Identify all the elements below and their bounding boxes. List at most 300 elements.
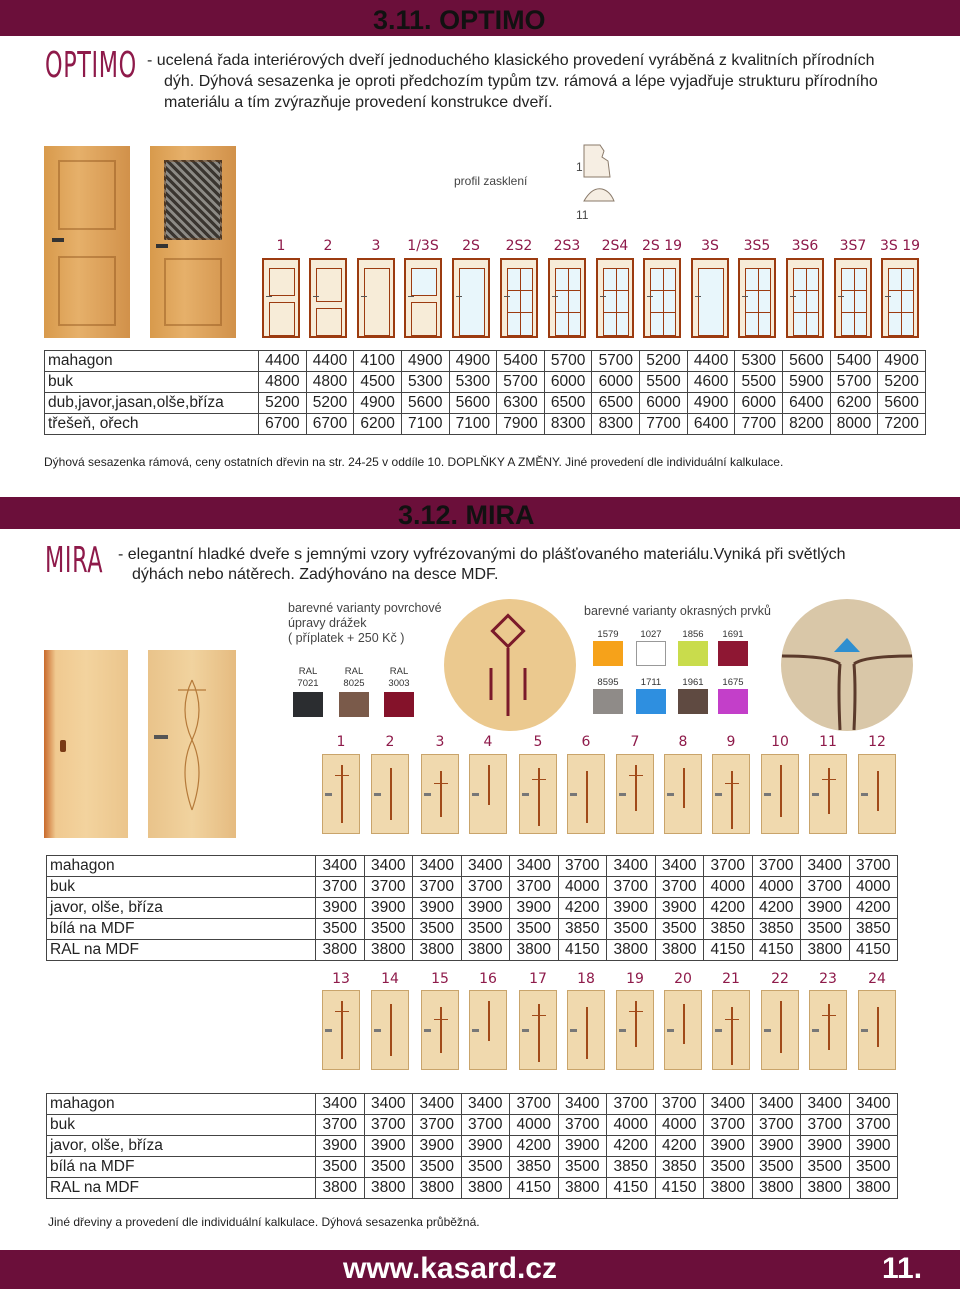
- door-groove: [341, 1001, 343, 1059]
- mira-door-icon: [371, 990, 409, 1070]
- price-cell: 6000: [592, 372, 640, 393]
- price-cell: 6700: [306, 414, 354, 435]
- price-cell: 7200: [878, 414, 926, 435]
- price-cell: 3900: [461, 898, 510, 919]
- optimo-model-label: 3S: [701, 238, 719, 254]
- mira-model-label: 18: [577, 971, 595, 987]
- door-handle-icon: [812, 793, 819, 796]
- ornament-code: 1961: [682, 677, 704, 688]
- mira-model-label: 1: [336, 734, 346, 750]
- mira-model-label: 11: [819, 734, 837, 750]
- mira-model-label: 23: [819, 971, 837, 987]
- price-cell: 3500: [704, 1157, 753, 1178]
- mira-description: [118, 545, 918, 585]
- door-handle-icon: [424, 1029, 431, 1032]
- door-groove: [731, 1007, 733, 1065]
- price-cell: 3400: [461, 856, 510, 877]
- price-cell: 4000: [655, 1115, 704, 1136]
- door-handle-icon: [715, 793, 722, 796]
- mira-logo: MIRA: [45, 540, 104, 581]
- price-cell: 8300: [544, 414, 592, 435]
- price-cell: 3900: [364, 1136, 413, 1157]
- optimo-model-label: 2S2: [505, 238, 533, 254]
- door-groove: [586, 771, 588, 823]
- price-cell: 3500: [801, 1157, 850, 1178]
- door-groove: [683, 768, 685, 808]
- mira-price-table-b: [46, 1093, 898, 1199]
- mira-door-icon: [469, 990, 507, 1070]
- mira-door-icon: [616, 754, 654, 834]
- optimo-door-icon: [262, 258, 300, 338]
- door-groove: [538, 1004, 540, 1062]
- price-cell: 6300: [497, 393, 545, 414]
- mira-model-label: 2: [385, 734, 395, 750]
- optimo-door-icon: [309, 258, 347, 338]
- price-cell: 6000: [735, 393, 783, 414]
- door-insert: [888, 268, 914, 336]
- price-cell: 4200: [704, 898, 753, 919]
- ornament-code: 1711: [640, 677, 662, 688]
- ral-label: RAL: [344, 666, 364, 677]
- mira-door-icon: [664, 754, 702, 834]
- optimo-heading: 3.11. OPTIMO: [373, 5, 546, 35]
- door-handle-icon: [861, 1029, 868, 1032]
- optimo-note: Dýhová sesazenka rámová, ceny ostatních dřevin na str. 24-25 v oddíle 10. DOPLŇKY A ZMĚNY. Jiné provedení dle individuální kalkulace.: [44, 455, 784, 469]
- price-cell: 7700: [735, 414, 783, 435]
- mira-model-label: 9: [726, 734, 736, 750]
- price-cell: 5600: [878, 393, 926, 414]
- price-cell: 3800: [752, 1178, 801, 1199]
- price-cell: 4150: [558, 940, 607, 961]
- door-groove: [629, 775, 643, 776]
- mira-model-label: 24: [868, 971, 886, 987]
- mira-model-label: 3: [435, 734, 445, 750]
- price-cell: 4900: [687, 393, 735, 414]
- price-cell: 3800: [801, 940, 850, 961]
- mira-door-icon: [322, 990, 360, 1070]
- mira-door-icon: [712, 990, 750, 1070]
- door-handle-icon: [522, 1029, 529, 1032]
- page-number: 11.: [882, 1252, 923, 1285]
- price-cell: 3500: [510, 919, 559, 940]
- price-cell: 4200: [655, 1136, 704, 1157]
- table-row: [47, 1136, 898, 1157]
- door-groove: [341, 765, 343, 823]
- price-cell: 3400: [607, 856, 656, 877]
- price-cell: 4800: [259, 372, 307, 393]
- mira-model-label: 14: [381, 971, 399, 987]
- groove-color-swatch[interactable]: [384, 692, 414, 717]
- optimo-model-label: 1: [276, 238, 286, 254]
- price-cell: 3800: [413, 1178, 462, 1199]
- ornament-variants-label: barevné varianty okrasných prvků: [584, 604, 771, 618]
- door-groove: [434, 1019, 448, 1020]
- price-cell: 3500: [461, 919, 510, 940]
- door-insert: [841, 268, 867, 336]
- price-cell: 3700: [704, 856, 753, 877]
- profile-label: profil zasklení: [454, 174, 528, 188]
- price-cell: 3700: [849, 1115, 898, 1136]
- mira-door-icon: [567, 990, 605, 1070]
- groove-color-swatch[interactable]: [293, 692, 323, 717]
- mira-door-icon: [664, 990, 702, 1070]
- ornament-color-swatch[interactable]: [593, 689, 623, 714]
- wood-type-cell: buk: [47, 877, 316, 898]
- price-cell: 3850: [655, 1157, 704, 1178]
- door-handle-icon: [374, 1029, 381, 1032]
- door-groove: [822, 1015, 836, 1016]
- optimo-desc-line-2: dýh. Dýhová sesazenka je oproti předchozím typům tzv. rámová a lépe vyjadřuje strukturu přírodního: [164, 73, 878, 90]
- price-cell: 4900: [449, 351, 497, 372]
- door-groove: [780, 765, 782, 817]
- optimo-door-icon: [596, 258, 634, 338]
- mira-model-label: 10: [771, 734, 789, 750]
- price-cell: 3900: [316, 898, 365, 919]
- price-cell: 3400: [704, 1094, 753, 1115]
- ornament-color-swatch[interactable]: [718, 689, 748, 714]
- price-cell: 7100: [449, 414, 497, 435]
- price-cell: 5600: [449, 393, 497, 414]
- door-insert: [459, 268, 485, 336]
- price-cell: 3800: [655, 940, 704, 961]
- price-cell: 5400: [497, 351, 545, 372]
- door-groove: [731, 771, 733, 829]
- price-cell: 3800: [316, 1178, 365, 1199]
- ornament-code: 1579: [597, 629, 619, 640]
- mira-heading: 3.12. MIRA: [398, 500, 535, 530]
- table-row: [47, 1115, 898, 1136]
- mira-door-icon: [519, 754, 557, 834]
- door-handle-icon: [522, 793, 529, 796]
- price-cell: 3700: [704, 1115, 753, 1136]
- price-cell: 5300: [401, 372, 449, 393]
- price-cell: 7700: [640, 414, 688, 435]
- door-insert: [507, 268, 533, 336]
- mira-model-label: 8: [678, 734, 688, 750]
- mira-model-label: 6: [581, 734, 591, 750]
- price-cell: 4150: [655, 1178, 704, 1199]
- door-groove: [683, 1004, 685, 1044]
- door-insert: [555, 268, 581, 336]
- price-cell: 4200: [752, 898, 801, 919]
- optimo-door-icon: [357, 258, 395, 338]
- footer-url[interactable]: www.kasard.cz: [343, 1252, 557, 1285]
- price-cell: 5200: [640, 351, 688, 372]
- mira-price-table-a: [46, 855, 898, 961]
- mira-model-label: 13: [332, 971, 350, 987]
- price-cell: 5200: [259, 393, 307, 414]
- door-handle-icon: [552, 296, 558, 301]
- price-cell: 4900: [401, 351, 449, 372]
- wood-type-cell: javor, olše, bříza: [47, 1136, 316, 1157]
- price-cell: 3700: [461, 877, 510, 898]
- price-cell: 4500: [354, 372, 402, 393]
- price-cell: 3400: [752, 1094, 801, 1115]
- glazing-profile-icon: [580, 143, 620, 205]
- optimo-desc-line-1: - ucelená řada interiérových dveří jednoduchého klasického provedení vyráběná z kvalitních přírodních: [147, 52, 875, 69]
- mira-model-label: 19: [626, 971, 644, 987]
- price-cell: 3400: [316, 1094, 365, 1115]
- price-cell: 5900: [783, 372, 831, 393]
- optimo-door-photo-1: [44, 146, 130, 338]
- mira-model-label: 21: [722, 971, 740, 987]
- ornament-code: 1691: [722, 629, 744, 640]
- door-groove: [488, 1001, 490, 1041]
- price-cell: 6500: [544, 393, 592, 414]
- price-cell: 3800: [364, 1178, 413, 1199]
- price-cell: 3500: [461, 1157, 510, 1178]
- price-cell: 5600: [783, 351, 831, 372]
- price-cell: 4000: [558, 877, 607, 898]
- price-cell: 4000: [607, 1115, 656, 1136]
- door-handle-icon: [861, 793, 868, 796]
- wood-type-cell: buk: [45, 372, 259, 393]
- ral-code: 8025: [343, 678, 365, 689]
- groove-color-swatch[interactable]: [339, 692, 369, 717]
- price-cell: 3500: [316, 1157, 365, 1178]
- price-cell: 3700: [558, 856, 607, 877]
- price-cell: 4150: [849, 940, 898, 961]
- price-cell: 4900: [878, 351, 926, 372]
- mira-model-label: 22: [771, 971, 789, 987]
- price-cell: 5400: [830, 351, 878, 372]
- door-groove: [335, 775, 349, 776]
- door-groove: [822, 779, 836, 780]
- price-cell: 4600: [687, 372, 735, 393]
- mira-desc-line-2: dýhách nebo nátěrech. Zadýhováno na desce MDF.: [132, 566, 499, 583]
- price-cell: 5700: [592, 351, 640, 372]
- price-cell: 3500: [316, 919, 365, 940]
- door-handle-icon: [408, 296, 414, 301]
- price-cell: 4400: [306, 351, 354, 372]
- mira-door-icon: [712, 754, 750, 834]
- optimo-model-label: 2S: [462, 238, 480, 254]
- door-handle-icon: [570, 793, 577, 796]
- table-row: [47, 940, 898, 961]
- price-cell: 3700: [752, 856, 801, 877]
- door-groove: [440, 1007, 442, 1053]
- door-groove: [440, 771, 442, 817]
- price-cell: 3900: [655, 898, 704, 919]
- optimo-door-photo-2: [150, 146, 236, 338]
- door-handle-icon: [764, 1029, 771, 1032]
- wood-type-cell: třešeň, ořech: [45, 414, 259, 435]
- price-cell: 5700: [544, 351, 592, 372]
- table-row: [47, 919, 898, 940]
- price-cell: 4150: [704, 940, 753, 961]
- optimo-door-icon: [786, 258, 824, 338]
- door-handle-icon: [374, 793, 381, 796]
- price-cell: 3700: [655, 1094, 704, 1115]
- door-groove: [335, 1011, 349, 1012]
- mira-model-label: 12: [868, 734, 886, 750]
- ral-label: RAL: [389, 666, 409, 677]
- door-groove: [877, 771, 879, 811]
- optimo-door-icon: [738, 258, 776, 338]
- wood-type-cell: RAL na MDF: [47, 1178, 316, 1199]
- price-cell: 6500: [592, 393, 640, 414]
- door-insert: [269, 268, 295, 296]
- optimo-model-label: 3S 19: [879, 238, 921, 254]
- price-cell: 3900: [801, 898, 850, 919]
- ornament-color-swatch[interactable]: [636, 689, 666, 714]
- door-insert: [411, 268, 437, 296]
- door-handle-icon: [790, 296, 796, 301]
- table-row: [45, 372, 926, 393]
- price-cell: 3400: [801, 1094, 850, 1115]
- wood-type-cell: bílá na MDF: [47, 919, 316, 940]
- door-groove: [586, 1007, 588, 1059]
- optimo-model-label: 3S5: [743, 238, 771, 254]
- price-cell: 3700: [801, 877, 850, 898]
- ral-label: RAL: [298, 666, 318, 677]
- table-row: [47, 877, 898, 898]
- price-cell: 3850: [558, 919, 607, 940]
- mira-door-icon: [761, 754, 799, 834]
- door-handle-icon: [742, 296, 748, 301]
- ornament-color-swatch[interactable]: [593, 641, 623, 666]
- price-cell: 3700: [510, 877, 559, 898]
- optimo-desc-line-3: materiálu a tím zvýrazňuje provedení konstrukce dveří.: [164, 94, 553, 111]
- mira-door-icon: [371, 754, 409, 834]
- door-groove: [877, 1007, 879, 1047]
- door-handle-icon: [715, 1029, 722, 1032]
- optimo-model-label: 2: [323, 238, 333, 254]
- price-cell: 3900: [801, 1136, 850, 1157]
- price-cell: 6000: [544, 372, 592, 393]
- price-cell: 4150: [510, 1178, 559, 1199]
- table-row: [47, 856, 898, 877]
- wood-type-cell: dub,javor,jasan,olše,bříza: [45, 393, 259, 414]
- price-cell: 7900: [497, 414, 545, 435]
- door-handle-icon: [156, 244, 168, 248]
- price-cell: 3900: [607, 898, 656, 919]
- price-cell: 5700: [830, 372, 878, 393]
- table-row: [47, 1157, 898, 1178]
- ornament-code: 8595: [597, 677, 619, 688]
- price-cell: 8000: [830, 414, 878, 435]
- price-cell: 5300: [449, 372, 497, 393]
- door-groove: [390, 1004, 392, 1056]
- price-cell: 3700: [413, 877, 462, 898]
- door-handle-icon: [764, 793, 771, 796]
- price-cell: 5200: [306, 393, 354, 414]
- price-cell: 3700: [655, 877, 704, 898]
- price-cell: 3400: [801, 856, 850, 877]
- optimo-door-icon: [881, 258, 919, 338]
- price-cell: 3500: [413, 1157, 462, 1178]
- price-cell: 6200: [354, 414, 402, 435]
- ornament-code: 1027: [640, 629, 662, 640]
- mira-door-icon: [421, 754, 459, 834]
- price-cell: 3700: [801, 1115, 850, 1136]
- price-cell: 3800: [461, 1178, 510, 1199]
- optimo-door-icon: [834, 258, 872, 338]
- price-cell: 6700: [259, 414, 307, 435]
- price-cell: 7100: [401, 414, 449, 435]
- door-insert: [793, 268, 819, 336]
- door-handle-icon: [619, 793, 626, 796]
- door-groove: [532, 1015, 546, 1016]
- door-handle-icon: [600, 296, 606, 301]
- price-cell: 3500: [558, 1157, 607, 1178]
- price-cell: 4000: [849, 877, 898, 898]
- door-insert: [650, 268, 676, 336]
- price-cell: 8300: [592, 414, 640, 435]
- optimo-model-label: 1/3S: [407, 238, 439, 254]
- price-cell: 3800: [316, 940, 365, 961]
- ornament-color-swatch[interactable]: [636, 641, 666, 666]
- price-cell: 5300: [735, 351, 783, 372]
- price-cell: 4200: [510, 1136, 559, 1157]
- price-cell: 3500: [413, 919, 462, 940]
- door-handle-icon: [812, 1029, 819, 1032]
- price-cell: 3850: [752, 919, 801, 940]
- optimo-model-label: 3: [371, 238, 381, 254]
- table-row: [45, 393, 926, 414]
- ral-code: 7021: [297, 678, 319, 689]
- table-row: [45, 414, 926, 435]
- door-handle-icon: [325, 1029, 332, 1032]
- mira-door-icon: [809, 990, 847, 1070]
- price-cell: 3400: [461, 1094, 510, 1115]
- ornament-color-swatch[interactable]: [678, 641, 708, 666]
- mira-door-icon: [761, 990, 799, 1070]
- door-handle-icon: [424, 793, 431, 796]
- price-cell: 3850: [849, 919, 898, 940]
- price-cell: 3500: [849, 1157, 898, 1178]
- ornament-color-swatch[interactable]: [718, 641, 748, 666]
- price-cell: 3900: [558, 1136, 607, 1157]
- table-row: [47, 898, 898, 919]
- mira-model-label: 16: [479, 971, 497, 987]
- door-insert: [364, 268, 390, 336]
- price-cell: 3700: [364, 877, 413, 898]
- price-cell: 3850: [510, 1157, 559, 1178]
- price-cell: 3400: [316, 856, 365, 877]
- price-cell: 3900: [413, 1136, 462, 1157]
- price-cell: 3700: [607, 877, 656, 898]
- price-cell: 3400: [510, 856, 559, 877]
- price-cell: 3900: [510, 898, 559, 919]
- price-cell: 3800: [607, 940, 656, 961]
- door-handle-icon: [695, 296, 701, 301]
- price-cell: 3850: [704, 919, 753, 940]
- price-cell: 6200: [830, 393, 878, 414]
- mira-model-label: 5: [533, 734, 543, 750]
- price-cell: 3500: [364, 919, 413, 940]
- wood-type-cell: RAL na MDF: [47, 940, 316, 961]
- ornament-code: 1675: [722, 677, 744, 688]
- price-cell: 4200: [849, 898, 898, 919]
- price-cell: 3800: [364, 940, 413, 961]
- price-cell: 3500: [752, 1157, 801, 1178]
- price-cell: 3900: [849, 1136, 898, 1157]
- wood-type-cell: mahagon: [45, 351, 259, 372]
- price-cell: 3400: [558, 1094, 607, 1115]
- door-handle-icon: [667, 793, 674, 796]
- door-groove: [488, 765, 490, 805]
- price-cell: 3900: [704, 1136, 753, 1157]
- mira-door-icon: [469, 754, 507, 834]
- optimo-price-table: [44, 350, 926, 435]
- door-groove: [532, 779, 546, 780]
- ornament-color-swatch[interactable]: [678, 689, 708, 714]
- ornament-code: 1856: [682, 629, 704, 640]
- price-cell: 5500: [735, 372, 783, 393]
- price-cell: 3500: [364, 1157, 413, 1178]
- optimo-door-icon: [452, 258, 490, 338]
